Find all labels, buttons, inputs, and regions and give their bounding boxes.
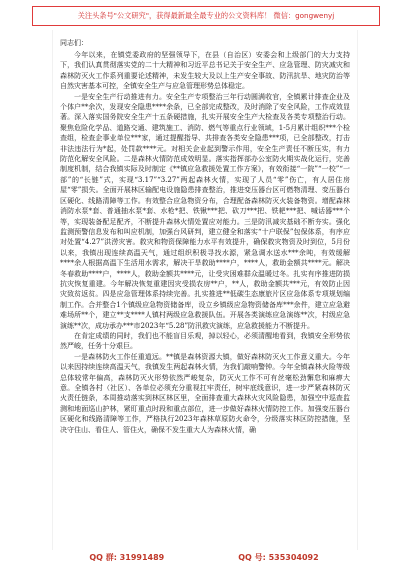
qq-group-label: QQ 群: 31991489 xyxy=(89,553,165,562)
qq-number-label: QQ 号: 535304092 xyxy=(238,553,319,562)
promo-banner-text: 关注头条号"公文研究"，获得最新最全最专业的公文资料库！ 微信：gongwenyj xyxy=(77,11,335,20)
footer xyxy=(0,552,408,572)
paragraph-intro: 今年以来，在镇党委政府的坚强领导下，在县（自治区）安委会和上级部门的大力支持下，我们认真贯彻落实党的二十大精神和习近平总书记关于安全生产、应急管理、防灾减灾和森林防灭火工作系列重要论述精神，未发生较大及以上生产安全事故、防汛抗旱、地灾防治等自然灾害基本可控，全镇安全生产与应急管理形势总体稳定。 xyxy=(60,51,350,91)
document-body xyxy=(60,38,350,550)
promo-banner xyxy=(32,6,380,26)
greeting: 同志们： xyxy=(60,39,88,47)
paragraph-transition: 在肯定成绩的同时，我们也不能盲目乐观，掉以轻心，必须清醒地看到，我镇安全形势依然严峻，任务十分艰巨。 xyxy=(60,331,350,351)
paragraph-forest-fire: 一是森林防火工作任重道远。**镇是森林资源大镇，做好森林防灭火工作意义重大。今年以来因持续连续高温天气，我镇发生两起森林火情，为我们敲响警钟。今年全镇森林火险等级总体较常年偏高，森林防灭火形势依然严峻复杂，防灭火工作不可有丝毫松劲懈怠和麻痹大意。全镇各村（社区）、各单位必须充分重视扛牢责任，树牢底线意识，进一步严紧森林防灭火责任链条，本周推动落实到林区林区里，全面排查重大森林火灾风险隐患，加强空中巡查监测和地面巡山护林，紧盯重点时段和重点部位，进一步做好森林火情防控工作。加强变压器台区硬化和线路清障等工作，严格执行2023年森林草原防火命令，分级落实林区防控措施，坚决守住山、看住人、管住火，确保不发生重大人为森林火情，确 xyxy=(60,352,350,434)
paragraph-achievements: 一是安全生产行动推进有力。安全生产专项整治三年行动圆满收官，全镇累计排查企业及个体户**余次，发现安全隐患****余条，已全部完成整改，及时消除了安全风险，工作成效显著。深入落实国务院安全生产十五条硬措施，扎实开展安全生产大检查及各类专项整治行动。聚焦危险化学品、道路交通、建筑施工、消防、燃气等重点行业领域，1-5月累计组织***个检查组，检查企事业单位***家，通过提醒指导、共排查各类安全隐患***项，已全部整改，打击非法违法行为*起，处罚款****元。对相关企业起到警示作用，安全生产责任不断压实，有力防范化解安全风险。二是森林火情防范成效明显。落实指挥部办公室防火期实战化运行，完善制度机制，结合我镇实际及时制定《**镇应急救援处置工作方案》，有效衔接“一院”“一校”“一部”的“长链”式，实现“3.17”“3.27”两起森林火情，实现了人员“零”伤亡，有人居住房屋“零”损失。全面开展林区输配电设施隐患排查整治，推进变压器台区可燃物清理、变压器台区硬化、线路清障等工作。有效整合应急物资分布，合理配备森林防灭火装备物资。增配森林消防水泵*套、普通抽水泵*套、水枪*把、铁锹***把、砍刀***把、铁耙***把、喊话器***个等，实现装备配足配齐，不断提升森林火情处置应对能力。三是防汛减灾基础不断夯实。强化监测预警信息发布和叫应机制，加强台风研判，建立健全和落实“十户联保”包保体系，有序应对处置“4.27”洪涝灾害。救灾和物资保障能力水平有效提升，确保救灾物资及时到位，5月份以来，我镇出现连续高温天气，通过组织积极寻找水源，紧急调水送水***余吨，有效缓解****余人根据高温下生活用水需求，解决干旱救助****户，****人，救助金额共****元。解决冬春救助****户，****人，救助金额共****元，让受灾困难群众温暖过冬。扎实有序推进防损抗灾恢复重建。今年解决恢复重建因灾受损农房**户，**人，救助金额共***元，有效防止因灾致贫返贫。四是应急管理体系持续完善。扎实推进**低碳生态康旅片区应急体系专项规划编制工作。合并整合1个镇级应急物资储备库，设立乡镇级应急物资储备库***余件，建立应急避难场所**个，建立**支****人镇村两级应急救援队伍。开展各类演练应急演练**次，村级应急演练**次，成功承办***市2023年“5.28”防汛救灾演练，应急救援能力不断提升。 xyxy=(60,92,350,330)
